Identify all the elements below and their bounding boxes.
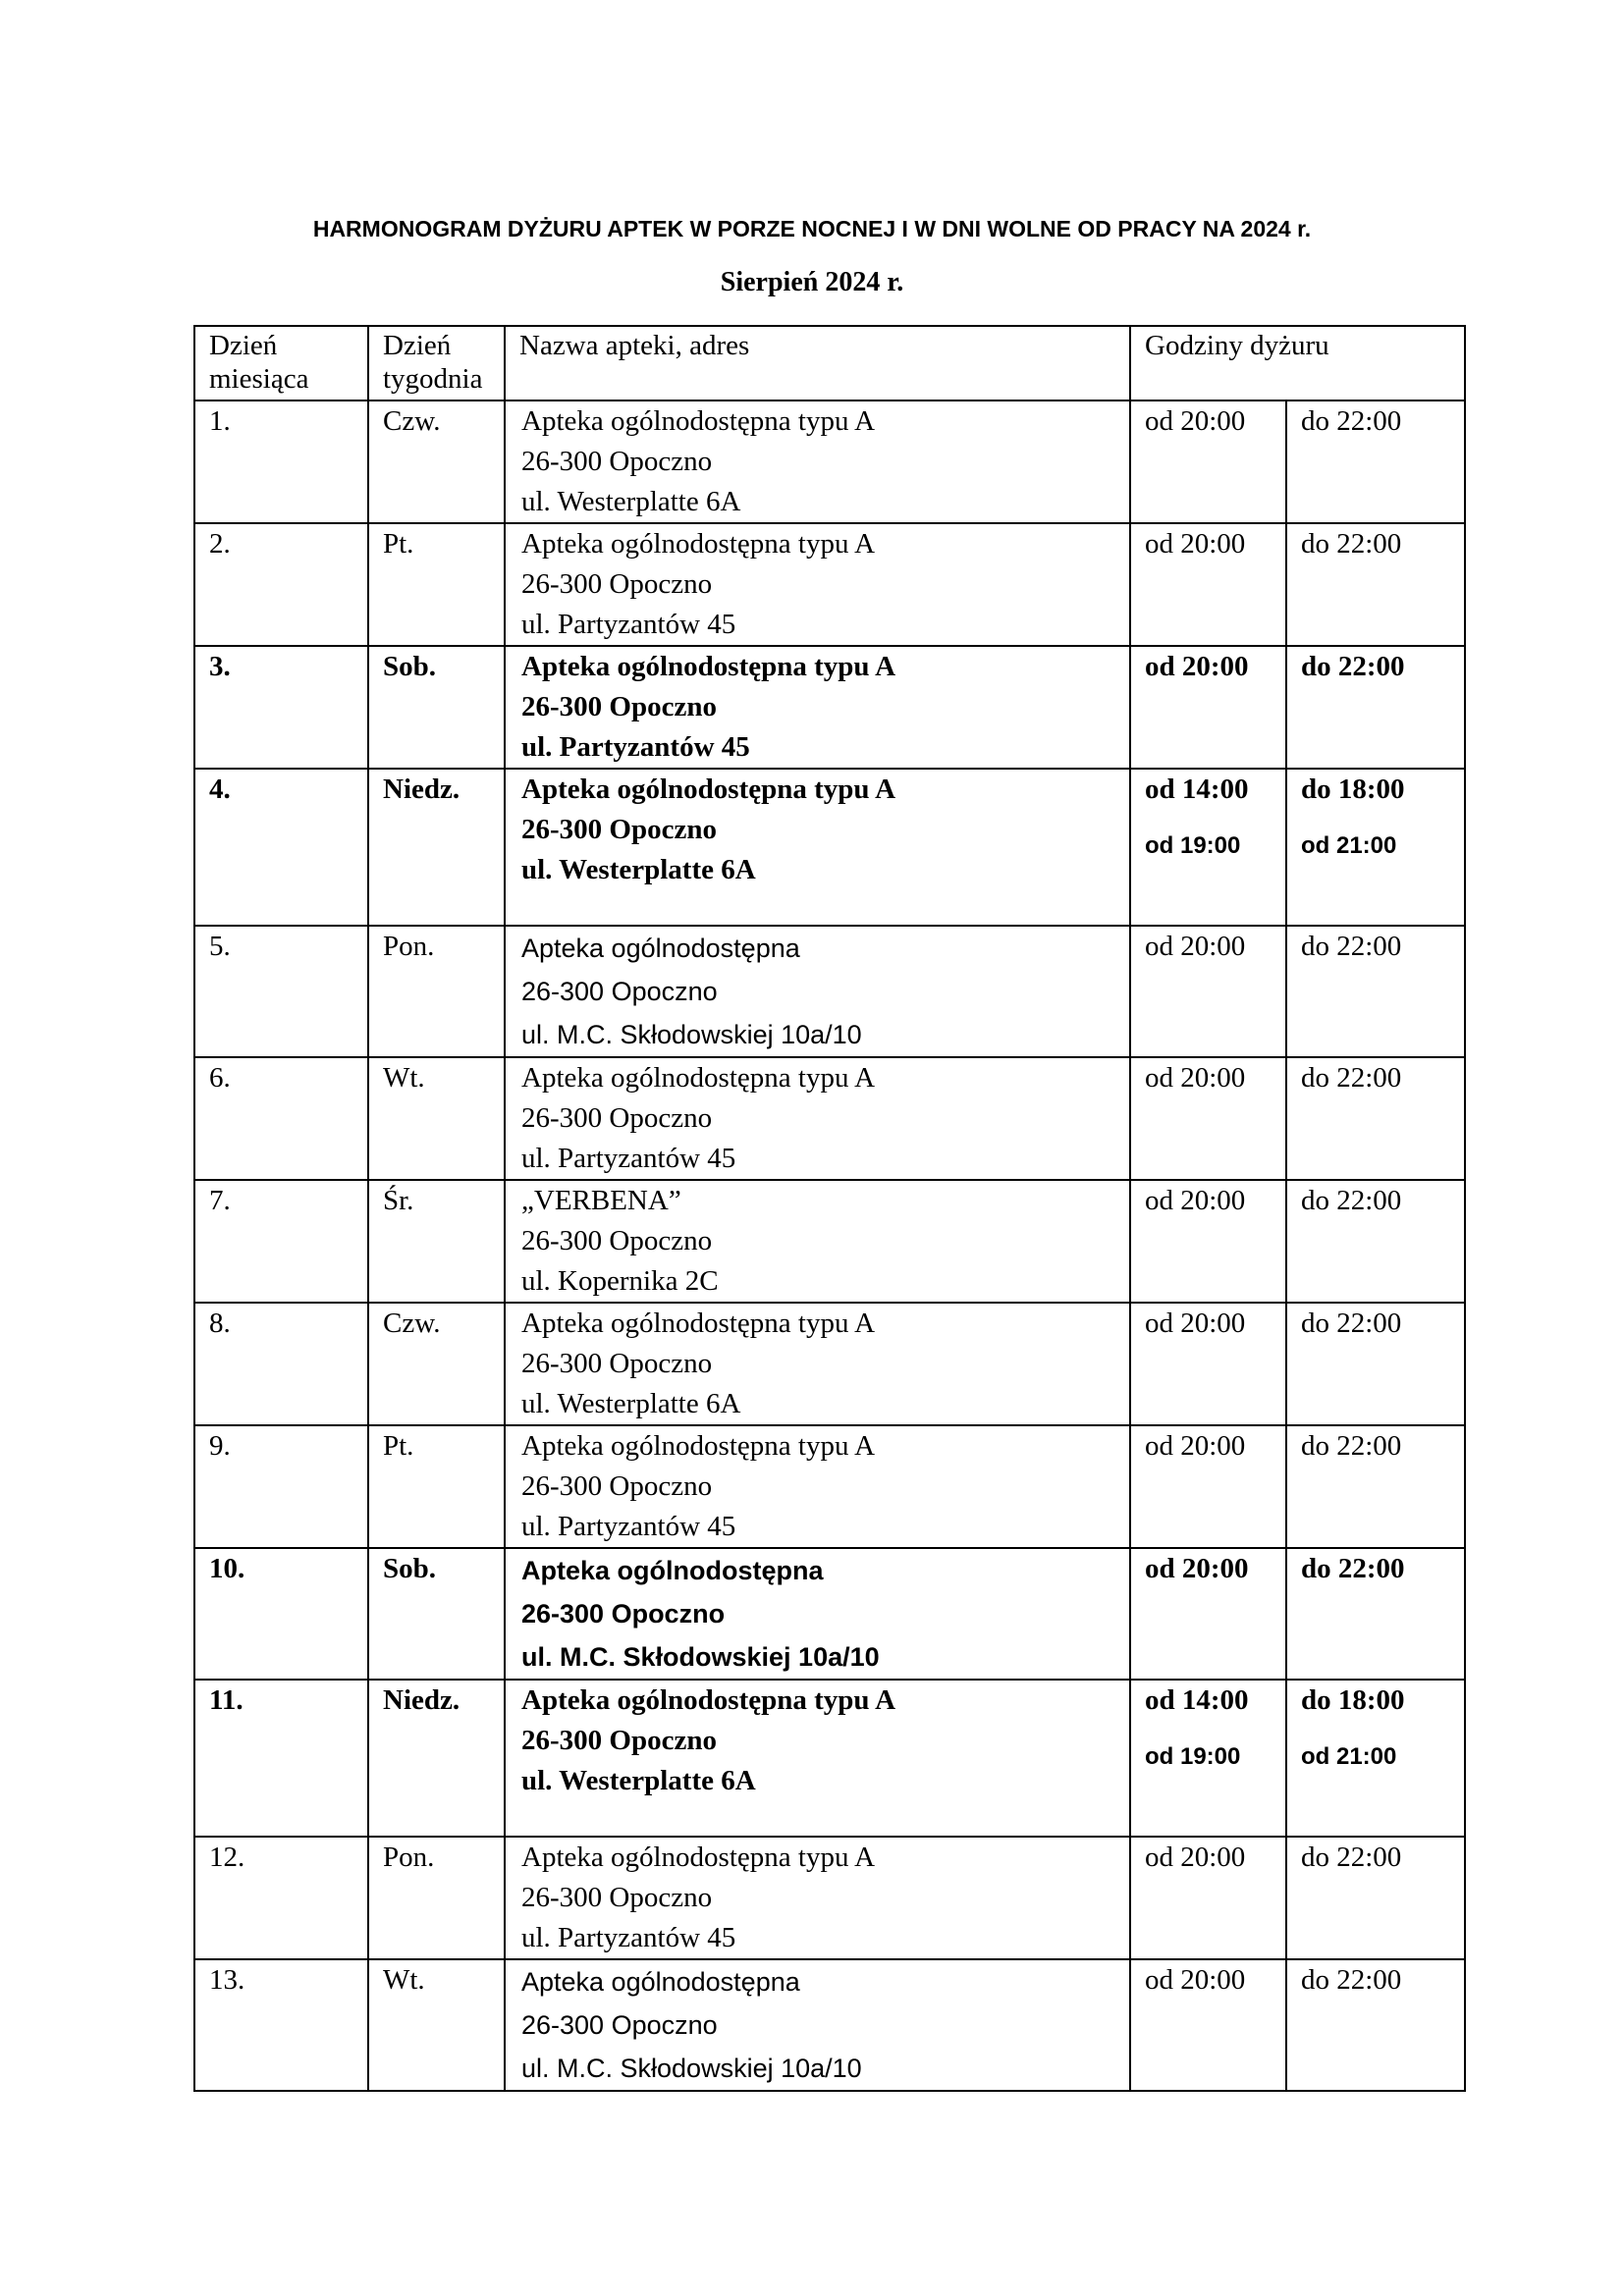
hours-from: od 20:00: [1130, 1548, 1286, 1680]
hours-from: od 20:00: [1130, 400, 1286, 523]
header-day-of-week: Dzień tygodnia: [368, 326, 505, 400]
hours-to: do 22:00: [1286, 1180, 1465, 1303]
pharmacy-cell: [505, 1837, 1130, 1959]
pharmacy-name: Apteka ogólnodostępna: [521, 1967, 800, 1997]
day-number: 1.: [194, 400, 368, 523]
hours-from-second: od 19:00: [1145, 832, 1241, 859]
day-number: 11.: [194, 1680, 368, 1837]
pharmacy-cell: [505, 400, 1130, 523]
pharmacy-city: 26-300 Opoczno: [521, 2010, 718, 2040]
pharmacy-city: 26-300 Opoczno: [521, 568, 713, 600]
weekday: Niedz.: [368, 769, 505, 926]
table-row: [194, 1837, 1465, 1959]
pharmacy-street: ul. Westerplatte 6A: [521, 854, 756, 885]
table-row: [194, 1680, 1465, 1837]
hours-to-cell: [1286, 1680, 1465, 1837]
pharmacy-cell: [505, 1303, 1130, 1425]
pharmacy-name: „VERBENA”: [521, 1185, 681, 1216]
hours-to: do 22:00: [1286, 1057, 1465, 1180]
day-number: 8.: [194, 1303, 368, 1425]
day-number: 9.: [194, 1425, 368, 1548]
hours-to: do 22:00: [1286, 1425, 1465, 1548]
pharmacy-street: ul. Partyzantów 45: [521, 1922, 736, 1953]
weekday: Pt.: [368, 523, 505, 646]
pharmacy-cell: [505, 1180, 1130, 1303]
pharmacy-city: 26-300 Opoczno: [521, 1470, 713, 1502]
hours-to: do 22:00: [1286, 926, 1465, 1057]
pharmacy-street: ul. Partyzantów 45: [521, 1511, 736, 1542]
pharmacy-street: ul. M.C. Skłodowskiej 10a/10: [521, 1642, 880, 1672]
pharmacy-cell: [505, 1959, 1130, 2091]
table-row: [194, 769, 1465, 926]
hours-to: do 22:00: [1286, 400, 1465, 523]
pharmacy-name: Apteka ogólnodostępna typu A: [521, 1308, 876, 1339]
weekday: Czw.: [368, 400, 505, 523]
pharmacy-name: Apteka ogólnodostępna typu A: [521, 651, 896, 682]
hours-from: od 20:00: [1130, 1057, 1286, 1180]
pharmacy-cell: [505, 1425, 1130, 1548]
pharmacy-cell: [505, 926, 1130, 1057]
hours-from: od 14:00: [1145, 774, 1249, 805]
pharmacy-street: ul. Westerplatte 6A: [521, 486, 741, 517]
pharmacy-street: ul. Partyzantów 45: [521, 731, 750, 763]
weekday: Pon.: [368, 1837, 505, 1959]
hours-to-cell: [1286, 769, 1465, 926]
pharmacy-name: Apteka ogólnodostępna typu A: [521, 1842, 876, 1873]
weekday: Pon.: [368, 926, 505, 1057]
pharmacy-cell: [505, 523, 1130, 646]
day-number: 13.: [194, 1959, 368, 2091]
pharmacy-cell: [505, 1548, 1130, 1680]
hours-from: od 20:00: [1130, 1180, 1286, 1303]
table-header-row: [194, 326, 1465, 400]
header-day-of-month: Dzień miesiąca: [194, 326, 368, 400]
pharmacy-cell: [505, 769, 1130, 926]
hours-to: do 22:00: [1286, 523, 1465, 646]
pharmacy-city: 26-300 Opoczno: [521, 814, 717, 845]
hours-from: od 20:00: [1130, 1425, 1286, 1548]
day-number: 12.: [194, 1837, 368, 1959]
pharmacy-name: Apteka ogólnodostępna typu A: [521, 1062, 876, 1094]
weekday: Sob.: [368, 1548, 505, 1680]
hours-to: do 22:00: [1286, 1548, 1465, 1680]
table-row: [194, 926, 1465, 1057]
pharmacy-name: Apteka ogólnodostępna typu A: [521, 1684, 896, 1716]
weekday: Czw.: [368, 1303, 505, 1425]
pharmacy-name: Apteka ogólnodostępna typu A: [521, 528, 876, 560]
pharmacy-cell: [505, 646, 1130, 769]
table-row: [194, 523, 1465, 646]
table-row: [194, 1959, 1465, 2091]
day-number: 5.: [194, 926, 368, 1057]
pharmacy-name: Apteka ogólnodostępna typu A: [521, 1430, 876, 1462]
pharmacy-city: 26-300 Opoczno: [521, 446, 713, 477]
pharmacy-city: 26-300 Opoczno: [521, 1348, 713, 1379]
table-row: [194, 1425, 1465, 1548]
table-row: [194, 1180, 1465, 1303]
hours-from: od 20:00: [1130, 1837, 1286, 1959]
pharmacy-street: ul. Partyzantów 45: [521, 609, 736, 640]
document-title: HARMONOGRAM DYŻURU APTEK W PORZE NOCNEJ I W DNI WOLNE OD PRACY NA 2024 r.: [312, 216, 1312, 241]
day-number: 4.: [194, 769, 368, 926]
pharmacy-city: 26-300 Opoczno: [521, 691, 717, 722]
hours-from-second: od 19:00: [1145, 1743, 1241, 1770]
hours-to-second: od 21:00: [1301, 832, 1397, 859]
hours-to: do 18:00: [1301, 774, 1405, 805]
pharmacy-city: 26-300 Opoczno: [521, 977, 718, 1006]
hours-from-cell: [1130, 1680, 1286, 1837]
pharmacy-cell: [505, 1680, 1130, 1837]
pharmacy-city: 26-300 Opoczno: [521, 1882, 713, 1913]
weekday: Sob.: [368, 646, 505, 769]
hours-to: do 22:00: [1286, 1959, 1465, 2091]
day-number: 3.: [194, 646, 368, 769]
hours-from-cell: [1130, 769, 1286, 926]
day-number: 6.: [194, 1057, 368, 1180]
hours-to: do 22:00: [1286, 646, 1465, 769]
day-number: 7.: [194, 1180, 368, 1303]
hours-from: od 20:00: [1130, 926, 1286, 1057]
header-hours: Godziny dyżuru: [1130, 326, 1465, 400]
pharmacy-street: ul. M.C. Skłodowskiej 10a/10: [521, 2054, 862, 2083]
weekday: Śr.: [368, 1180, 505, 1303]
pharmacy-city: 26-300 Opoczno: [521, 1599, 726, 1629]
pharmacy-street: ul. Kopernika 2C: [521, 1265, 719, 1297]
document-subtitle: Sierpień 2024 r.: [720, 267, 904, 297]
hours-from: od 20:00: [1130, 1959, 1286, 2091]
table-row: [194, 646, 1465, 769]
pharmacy-name: Apteka ogólnodostępna: [521, 934, 800, 963]
hours-from: od 14:00: [1145, 1684, 1249, 1716]
hours-to: do 22:00: [1286, 1837, 1465, 1959]
pharmacy-name: Apteka ogólnodostępna typu A: [521, 774, 896, 805]
pharmacy-cell: [505, 1057, 1130, 1180]
duty-schedule-table: [193, 325, 1466, 2092]
pharmacy-street: ul. Westerplatte 6A: [521, 1388, 741, 1419]
header-pharmacy: Nazwa apteki, adres: [505, 326, 1130, 400]
hours-to: do 18:00: [1301, 1684, 1405, 1716]
hours-from: od 20:00: [1130, 646, 1286, 769]
table-row: [194, 1057, 1465, 1180]
pharmacy-street: ul. Westerplatte 6A: [521, 1765, 756, 1796]
hours-to-second: od 21:00: [1301, 1743, 1397, 1770]
hours-from: od 20:00: [1130, 523, 1286, 646]
pharmacy-name: Apteka ogólnodostępna typu A: [521, 405, 876, 437]
weekday: Wt.: [368, 1959, 505, 2091]
weekday: Wt.: [368, 1057, 505, 1180]
pharmacy-name: Apteka ogólnodostępna: [521, 1556, 824, 1585]
pharmacy-city: 26-300 Opoczno: [521, 1102, 713, 1134]
hours-to: do 22:00: [1286, 1303, 1465, 1425]
day-number: 10.: [194, 1548, 368, 1680]
table-row: [194, 1303, 1465, 1425]
table-row: [194, 400, 1465, 523]
pharmacy-street: ul. Partyzantów 45: [521, 1143, 736, 1174]
day-number: 2.: [194, 523, 368, 646]
hours-from: od 20:00: [1130, 1303, 1286, 1425]
weekday: Pt.: [368, 1425, 505, 1548]
weekday: Niedz.: [368, 1680, 505, 1837]
pharmacy-city: 26-300 Opoczno: [521, 1225, 713, 1256]
table-row: [194, 1548, 1465, 1680]
pharmacy-city: 26-300 Opoczno: [521, 1725, 717, 1756]
pharmacy-street: ul. M.C. Skłodowskiej 10a/10: [521, 1020, 862, 1049]
